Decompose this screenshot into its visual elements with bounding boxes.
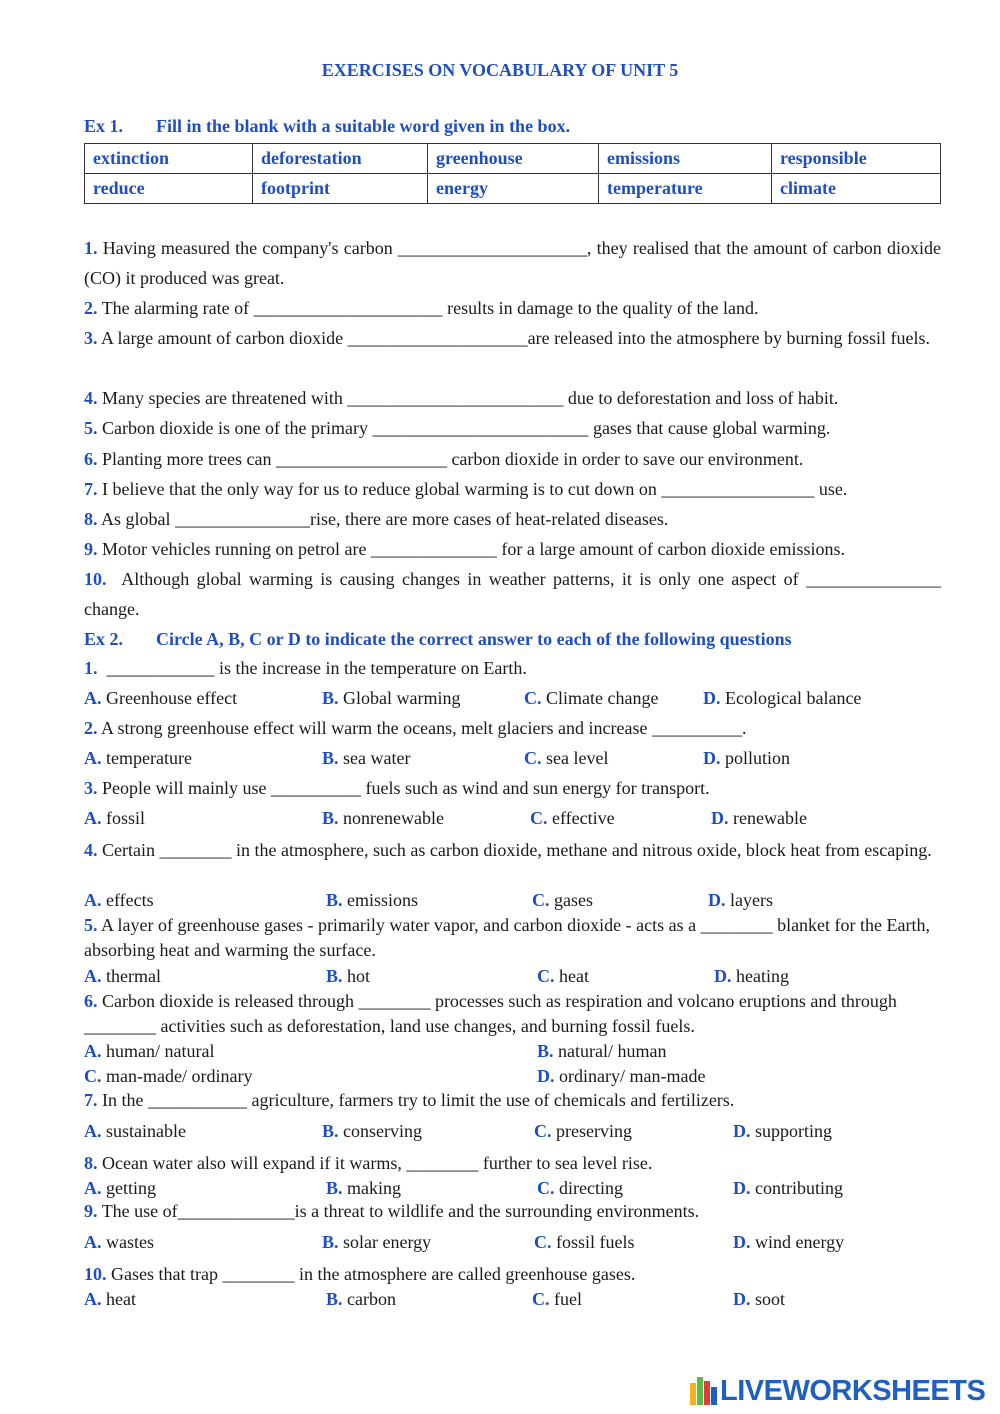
option-text: temperature xyxy=(106,748,192,768)
option-d[interactable] xyxy=(537,1064,705,1089)
ex1-question xyxy=(84,564,941,624)
option-letter: C. xyxy=(532,1289,550,1309)
option-text: effective xyxy=(552,808,615,828)
option-text: pollution xyxy=(725,748,791,768)
logo-text: LIVEWORKSHEETS xyxy=(720,1374,986,1407)
option-letter: B. xyxy=(322,1121,339,1141)
question-text: The use of_____________is a threat to wildlife and the surrounding environments. xyxy=(101,1201,700,1221)
option-text: wastes xyxy=(106,1232,154,1252)
option-d[interactable] xyxy=(711,806,807,831)
question-text: Motor vehicles running on petrol are ______________ for a large amount of carbon dioxide emissions. xyxy=(102,539,846,559)
option-letter: B. xyxy=(322,748,339,768)
option-letter: A. xyxy=(84,1178,102,1198)
option-text: effects xyxy=(106,890,154,910)
option-letter: B. xyxy=(322,688,339,708)
option-c[interactable] xyxy=(524,746,608,771)
question-text: Although global warming is causing changes in weather patterns, it is only one aspect of _______________ change. xyxy=(84,569,942,619)
option-a[interactable] xyxy=(84,1039,214,1064)
option-text: Ecological balance xyxy=(725,688,862,708)
ex2-question xyxy=(84,1262,941,1287)
option-text: fuel xyxy=(554,1289,582,1309)
question-text: People will mainly use __________ fuels such as wind and sun energy for transport. xyxy=(102,778,710,798)
option-text: emissions xyxy=(347,890,419,910)
ex1-label: Ex 1. xyxy=(84,116,124,136)
question-text: Planting more trees can ___________________ carbon dioxide in order to save our environment. xyxy=(102,449,804,469)
option-letter: D. xyxy=(711,808,729,828)
option-c[interactable] xyxy=(532,888,593,913)
option-text: getting xyxy=(106,1178,156,1198)
option-letter: C. xyxy=(534,1121,552,1141)
ex2-question xyxy=(84,656,941,681)
question-number: 1. xyxy=(84,658,98,678)
ex1-question xyxy=(84,474,941,504)
option-d[interactable] xyxy=(714,964,789,989)
question-text: I believe that the only way for us to reduce global warming is to cut down on _________________ use. xyxy=(102,479,848,499)
word-box-cell: temperature xyxy=(599,174,772,204)
ex1-instruction: Fill in the blank with a suitable word given in the box. xyxy=(156,116,571,136)
option-text: sea water xyxy=(343,748,411,768)
option-letter: A. xyxy=(84,808,102,828)
option-b[interactable] xyxy=(322,806,444,831)
option-a[interactable] xyxy=(84,686,237,711)
option-a[interactable] xyxy=(84,1287,136,1312)
option-text: conserving xyxy=(343,1121,422,1141)
option-c[interactable] xyxy=(534,1119,632,1144)
option-letter: A. xyxy=(84,890,102,910)
option-text: heat xyxy=(106,1289,136,1309)
page-title: EXERCISES ON VOCABULARY OF UNIT 5 xyxy=(321,60,679,80)
option-b[interactable] xyxy=(322,686,461,711)
question-text: Many species are threatened with ________________________ due to deforestation and loss of habit. xyxy=(102,388,839,408)
question-number: 8. xyxy=(84,1153,98,1173)
ex2-question xyxy=(84,716,941,741)
option-letter: D. xyxy=(714,966,732,986)
option-letter: D. xyxy=(733,1289,751,1309)
ex1-heading xyxy=(84,116,570,137)
word-box-cell: responsible xyxy=(772,144,941,174)
ex1-question xyxy=(84,413,941,443)
option-text: fossil fuels xyxy=(556,1232,635,1252)
word-box-cell: footprint xyxy=(253,174,428,204)
question-number: 4. xyxy=(84,840,98,860)
option-a[interactable] xyxy=(84,806,145,831)
option-b[interactable] xyxy=(537,1039,666,1064)
word-box-cell: climate xyxy=(772,174,941,204)
option-text: supporting xyxy=(755,1121,833,1141)
option-d[interactable] xyxy=(703,746,790,771)
question-number: 5. xyxy=(84,915,98,935)
option-text: heat xyxy=(559,966,589,986)
option-letter: C. xyxy=(84,1066,102,1086)
ex1-question xyxy=(84,444,941,474)
option-letter: C. xyxy=(532,890,550,910)
option-letter: D. xyxy=(708,890,726,910)
question-text: A strong greenhouse effect will warm the oceans, melt glaciers and increase __________. xyxy=(101,718,747,738)
option-letter: B. xyxy=(537,1041,554,1061)
ex2-question xyxy=(84,913,941,963)
question-number: 2. xyxy=(84,298,98,318)
option-text: Climate change xyxy=(546,688,659,708)
option-text: contributing xyxy=(755,1178,843,1198)
word-box-row xyxy=(85,174,941,204)
option-letter: B. xyxy=(322,1232,339,1252)
ex2-question xyxy=(84,1199,941,1224)
option-b[interactable] xyxy=(322,1119,422,1144)
question-text: As global _______________rise, there are more cases of heat-related diseases. xyxy=(101,509,669,529)
option-b[interactable] xyxy=(326,1287,396,1312)
word-box-cell: energy xyxy=(428,174,599,204)
option-text: Greenhouse effect xyxy=(106,688,238,708)
option-letter: B. xyxy=(326,1289,343,1309)
option-a[interactable] xyxy=(84,888,154,913)
option-letter: A. xyxy=(84,688,102,708)
ex2-question xyxy=(84,776,941,801)
option-text: sea level xyxy=(546,748,609,768)
option-d[interactable] xyxy=(708,888,773,913)
word-box xyxy=(84,143,941,204)
option-b[interactable] xyxy=(326,964,370,989)
question-number: 9. xyxy=(84,1201,98,1221)
option-text: wind energy xyxy=(755,1232,845,1252)
question-number: 6. xyxy=(84,991,98,1011)
question-number: 7. xyxy=(84,479,98,499)
question-number: 7. xyxy=(84,1090,98,1110)
word-box-cell: deforestation xyxy=(253,144,428,174)
ex2-label: Ex 2. xyxy=(84,629,124,649)
option-text: solar energy xyxy=(343,1232,432,1252)
option-c[interactable] xyxy=(537,1176,623,1201)
option-c[interactable] xyxy=(534,1230,635,1255)
question-number: 3. xyxy=(84,328,98,348)
option-letter: D. xyxy=(703,748,721,768)
option-a[interactable] xyxy=(84,1176,156,1201)
question-number: 9. xyxy=(84,539,98,559)
option-text: layers xyxy=(730,890,773,910)
option-letter: B. xyxy=(322,808,339,828)
question-number: 3. xyxy=(84,778,98,798)
word-box-row xyxy=(85,144,941,174)
question-text: ____________ is the increase in the temperature on Earth. xyxy=(106,658,527,678)
question-number: 2. xyxy=(84,718,98,738)
option-text: man-made/ ordinary xyxy=(106,1066,253,1086)
option-a[interactable] xyxy=(84,964,161,989)
question-text: The alarming rate of _____________________ results in damage to the quality of the land. xyxy=(101,298,759,318)
option-text: hot xyxy=(347,966,371,986)
ex1-question xyxy=(84,504,941,534)
option-d[interactable] xyxy=(733,1287,785,1312)
question-number: 10. xyxy=(84,1264,107,1284)
option-c[interactable] xyxy=(532,1287,582,1312)
option-a[interactable] xyxy=(84,1119,186,1144)
question-text: A layer of greenhouse gases - primarily water vapor, and carbon dioxide - acts as a ________ blanket for the Earth, absorbing heat and warming the surface. xyxy=(84,915,931,960)
option-b[interactable] xyxy=(326,888,418,913)
ex2-heading xyxy=(84,629,792,650)
question-number: 8. xyxy=(84,509,98,529)
word-box-cell: greenhouse xyxy=(428,144,599,174)
question-text: Having measured the company's carbon _____________________, they realised that the amount of carbon dioxide (CO) it produced was great. xyxy=(84,238,941,288)
question-number: 10. xyxy=(84,569,107,589)
option-letter: A. xyxy=(84,1121,102,1141)
ex2-question xyxy=(84,838,941,863)
option-letter: D. xyxy=(537,1066,555,1086)
ex1-question xyxy=(84,323,941,353)
option-c[interactable] xyxy=(530,806,615,831)
ex1-question xyxy=(84,293,941,323)
question-text: A large amount of carbon dioxide ____________________are released into the atmosphere by burning fossil fuels. xyxy=(101,328,930,348)
option-letter: B. xyxy=(326,966,343,986)
option-letter: D. xyxy=(733,1178,751,1198)
option-letter: C. xyxy=(530,808,548,828)
option-b[interactable] xyxy=(322,1230,431,1255)
option-letter: C. xyxy=(524,688,542,708)
option-letter: D. xyxy=(703,688,721,708)
option-letter: C. xyxy=(537,1178,555,1198)
question-text: Ocean water also will expand if it warms, ________ further to sea level rise. xyxy=(102,1153,653,1173)
option-text: heating xyxy=(736,966,789,986)
option-text: human/ natural xyxy=(106,1041,215,1061)
option-letter: C. xyxy=(537,966,555,986)
option-a[interactable] xyxy=(84,746,192,771)
option-b[interactable] xyxy=(326,1176,401,1201)
option-letter: C. xyxy=(534,1232,552,1252)
option-c[interactable] xyxy=(524,686,658,711)
question-number: 4. xyxy=(84,388,98,408)
option-a[interactable] xyxy=(84,1230,154,1255)
option-letter: A. xyxy=(84,1289,102,1309)
word-box-cell: extinction xyxy=(85,144,253,174)
option-letter: A. xyxy=(84,966,102,986)
option-d[interactable] xyxy=(733,1230,844,1255)
option-text: making xyxy=(347,1178,402,1198)
word-box-cell: emissions xyxy=(599,144,772,174)
option-d[interactable] xyxy=(733,1119,832,1144)
ex2-question xyxy=(84,1088,941,1113)
question-text: Carbon dioxide is one of the primary ________________________ gases that cause global warming. xyxy=(102,418,831,438)
option-text: carbon xyxy=(347,1289,396,1309)
ex2-question xyxy=(84,1151,941,1176)
option-text: sustainable xyxy=(106,1121,186,1141)
option-letter: A. xyxy=(84,1041,102,1061)
liveworksheets-logo-icon xyxy=(690,1377,716,1405)
option-text: gases xyxy=(554,890,593,910)
question-text: Gases that trap ________ in the atmosphere are called greenhouse gases. xyxy=(111,1264,636,1284)
ex1-question xyxy=(84,534,941,564)
option-letter: B. xyxy=(326,890,343,910)
option-text: directing xyxy=(559,1178,623,1198)
option-text: preserving xyxy=(556,1121,632,1141)
question-number: 5. xyxy=(84,418,98,438)
option-d[interactable] xyxy=(733,1176,843,1201)
ex2-instruction: Circle A, B, C or D to indicate the correct answer to each of the following questions xyxy=(156,629,792,649)
question-text: In the ___________ agriculture, farmers try to limit the use of chemicals and fertilizers. xyxy=(102,1090,735,1110)
question-text: Carbon dioxide is released through ________ processes such as respiration and volcano eruptions and through ________ activities such as deforestation, land use changes, and burning fossil fuels. xyxy=(84,991,897,1036)
question-number: 1. xyxy=(84,238,98,258)
liveworksheets-logo[interactable] xyxy=(690,1374,985,1408)
option-text: natural/ human xyxy=(558,1041,667,1061)
option-text: fossil xyxy=(106,808,146,828)
option-text: renewable xyxy=(733,808,807,828)
option-d[interactable] xyxy=(703,686,861,711)
option-c[interactable] xyxy=(537,964,589,989)
option-letter: A. xyxy=(84,748,102,768)
option-text: thermal xyxy=(106,966,161,986)
word-box-cell: reduce xyxy=(85,174,253,204)
ex1-question xyxy=(84,233,941,293)
option-text: soot xyxy=(755,1289,786,1309)
ex2-question xyxy=(84,989,941,1039)
option-letter: A. xyxy=(84,1232,102,1252)
question-text: Certain ________ in the atmosphere, such as carbon dioxide, methane and nitrous oxide, block heat from escaping. xyxy=(102,840,932,860)
ex1-question xyxy=(84,383,941,413)
option-text: ordinary/ man-made xyxy=(559,1066,706,1086)
option-b[interactable] xyxy=(322,746,410,771)
option-c[interactable] xyxy=(84,1064,252,1089)
option-text: Global warming xyxy=(343,688,461,708)
option-letter: C. xyxy=(524,748,542,768)
option-letter: D. xyxy=(733,1121,751,1141)
option-letter: B. xyxy=(326,1178,343,1198)
option-text: nonrenewable xyxy=(343,808,444,828)
option-letter: D. xyxy=(733,1232,751,1252)
question-number: 6. xyxy=(84,449,98,469)
